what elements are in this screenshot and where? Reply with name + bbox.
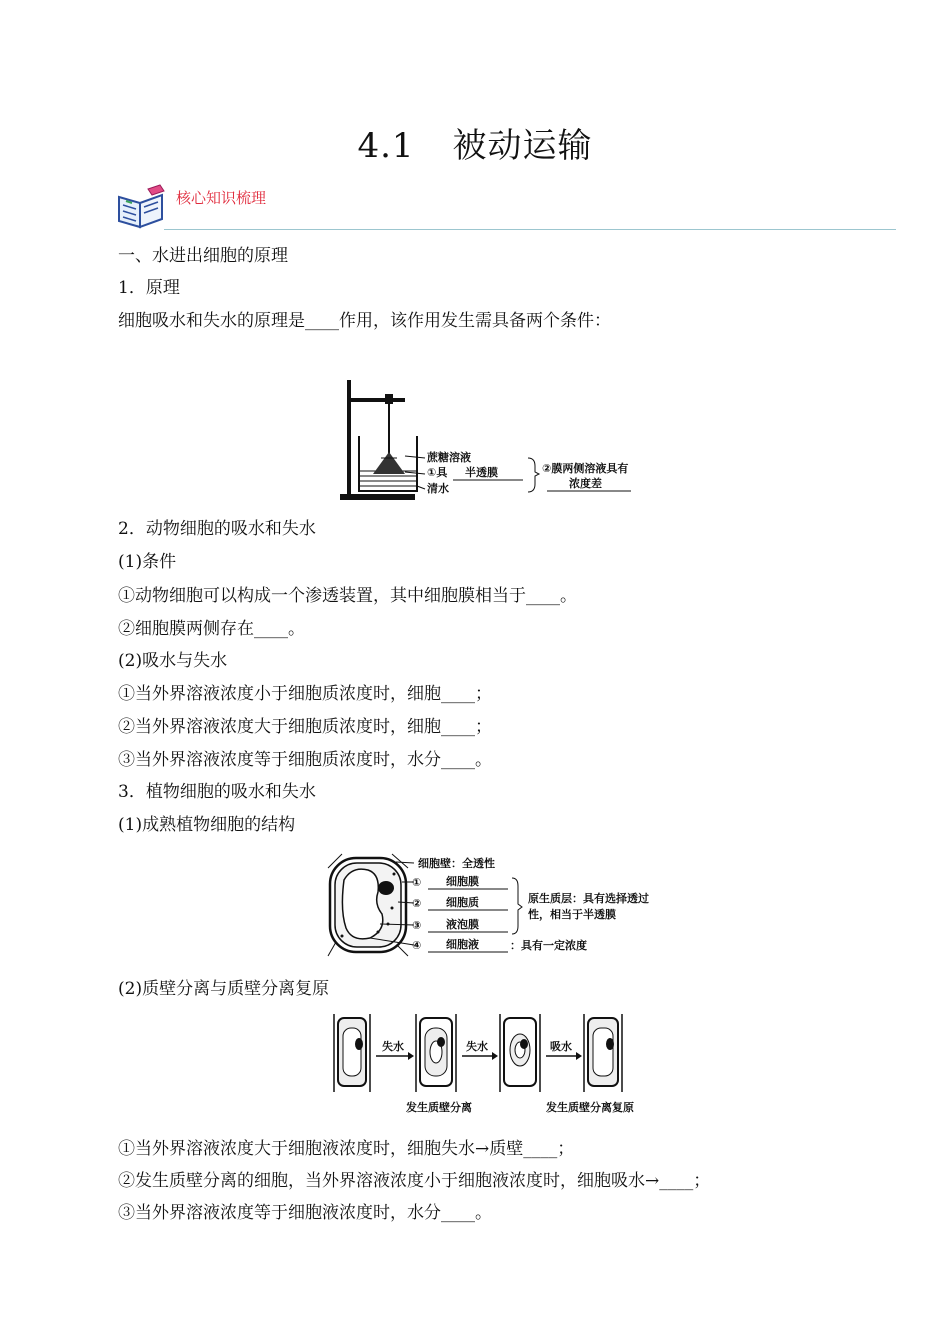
label-protoplast-b: 性，相当于半透膜: [528, 908, 616, 921]
num-3: ③: [412, 919, 422, 932]
heading-water-principle: 一、水进出细胞的原理: [118, 246, 288, 266]
title-text: 被动运输: [452, 126, 593, 166]
cell-plasmolyzed-1: [416, 1014, 456, 1092]
title-number: 4.1: [357, 126, 415, 166]
section-header: [116, 183, 896, 231]
subheading-structure: (1)成熟植物细胞的结构: [118, 815, 296, 835]
text-absorb-3: ③当外界溶液浓度等于细胞质浓度时，水分____。: [118, 750, 492, 770]
arrow-label-3: 吸水: [550, 1040, 572, 1053]
caption-deplasmolysis: 发生质壁分离复原: [546, 1101, 634, 1114]
label-condition2-a: ②膜两侧溶液具有: [542, 462, 629, 475]
label-water: 清水: [427, 482, 449, 495]
notebook-icon: [116, 183, 168, 229]
heading-animal-cell: 2．动物细胞的吸水和失水: [118, 519, 316, 539]
label-condition2-b: 浓度差: [569, 477, 602, 490]
plant-cell-figure: [322, 850, 667, 960]
label-cell-sap: 细胞液: [446, 938, 479, 951]
cell-normal: [334, 1014, 370, 1092]
label-tonoplast: 液泡膜: [446, 918, 479, 931]
text-plasmolysis-3: ③当外界溶液浓度等于细胞液浓度时，水分____。: [118, 1203, 492, 1223]
osmosis-figure: [335, 376, 645, 504]
subheading-principle: 1．原理: [118, 278, 180, 298]
section-label: 核心知识梳理: [176, 189, 267, 207]
label-sucrose: 蔗糖溶液: [427, 451, 471, 464]
text-absorb-1: ①当外界溶液浓度小于细胞质浓度时，细胞____；: [118, 684, 492, 704]
num-2: ②: [412, 897, 422, 910]
text-plasmolysis-1: ①当外界溶液浓度大于细胞液浓度时，细胞失水→质壁____；: [118, 1139, 575, 1159]
num-1: ①: [412, 876, 422, 889]
caption-plasmolysis: 发生质壁分离: [406, 1101, 472, 1114]
page-title: [0, 118, 950, 167]
subheading-condition: (1)条件: [118, 552, 177, 572]
label-cytoplasm: 细胞质: [446, 896, 479, 909]
num-4: ④: [412, 939, 422, 952]
label-cell-membrane: 细胞膜: [446, 875, 479, 888]
label-cell-sap-note: ：具有一定浓度: [510, 939, 587, 952]
label-membrane-prefix: ①具: [427, 466, 448, 479]
heading-plant-cell: 3．植物细胞的吸水和失水: [118, 782, 316, 802]
subheading-plasmolysis: (2)质壁分离与质壁分离复原: [118, 979, 330, 999]
label-cell-wall: 细胞壁：全透性: [418, 857, 495, 870]
text-plasmolysis-2: ②发生质壁分离的细胞，当外界溶液浓度小于细胞液浓度时，细胞吸水→____；: [118, 1171, 711, 1191]
section-divider: [164, 229, 896, 230]
arrow-label-2: 失水: [466, 1040, 488, 1053]
plasmolysis-figure: [330, 1014, 642, 1116]
subheading-absorb: (2)吸水与失水: [118, 651, 228, 671]
label-membrane: 半透膜: [465, 466, 498, 479]
arrow-label-1: 失水: [382, 1040, 404, 1053]
text-absorb-2: ②当外界溶液浓度大于细胞质浓度时，细胞____；: [118, 717, 492, 737]
cell-plasmolyzed-2: [500, 1014, 540, 1092]
text-animal-2: ②细胞膜两侧存在____。: [118, 619, 305, 639]
text-principle: 细胞吸水和失水的原理是____作用，该作用发生需具备两个条件：: [118, 311, 611, 331]
label-protoplast-a: 原生质层：具有选择透过: [528, 892, 649, 905]
cell-recovered: [584, 1014, 622, 1092]
text-animal-1: ①动物细胞可以构成一个渗透装置，其中细胞膜相当于____。: [118, 586, 577, 606]
